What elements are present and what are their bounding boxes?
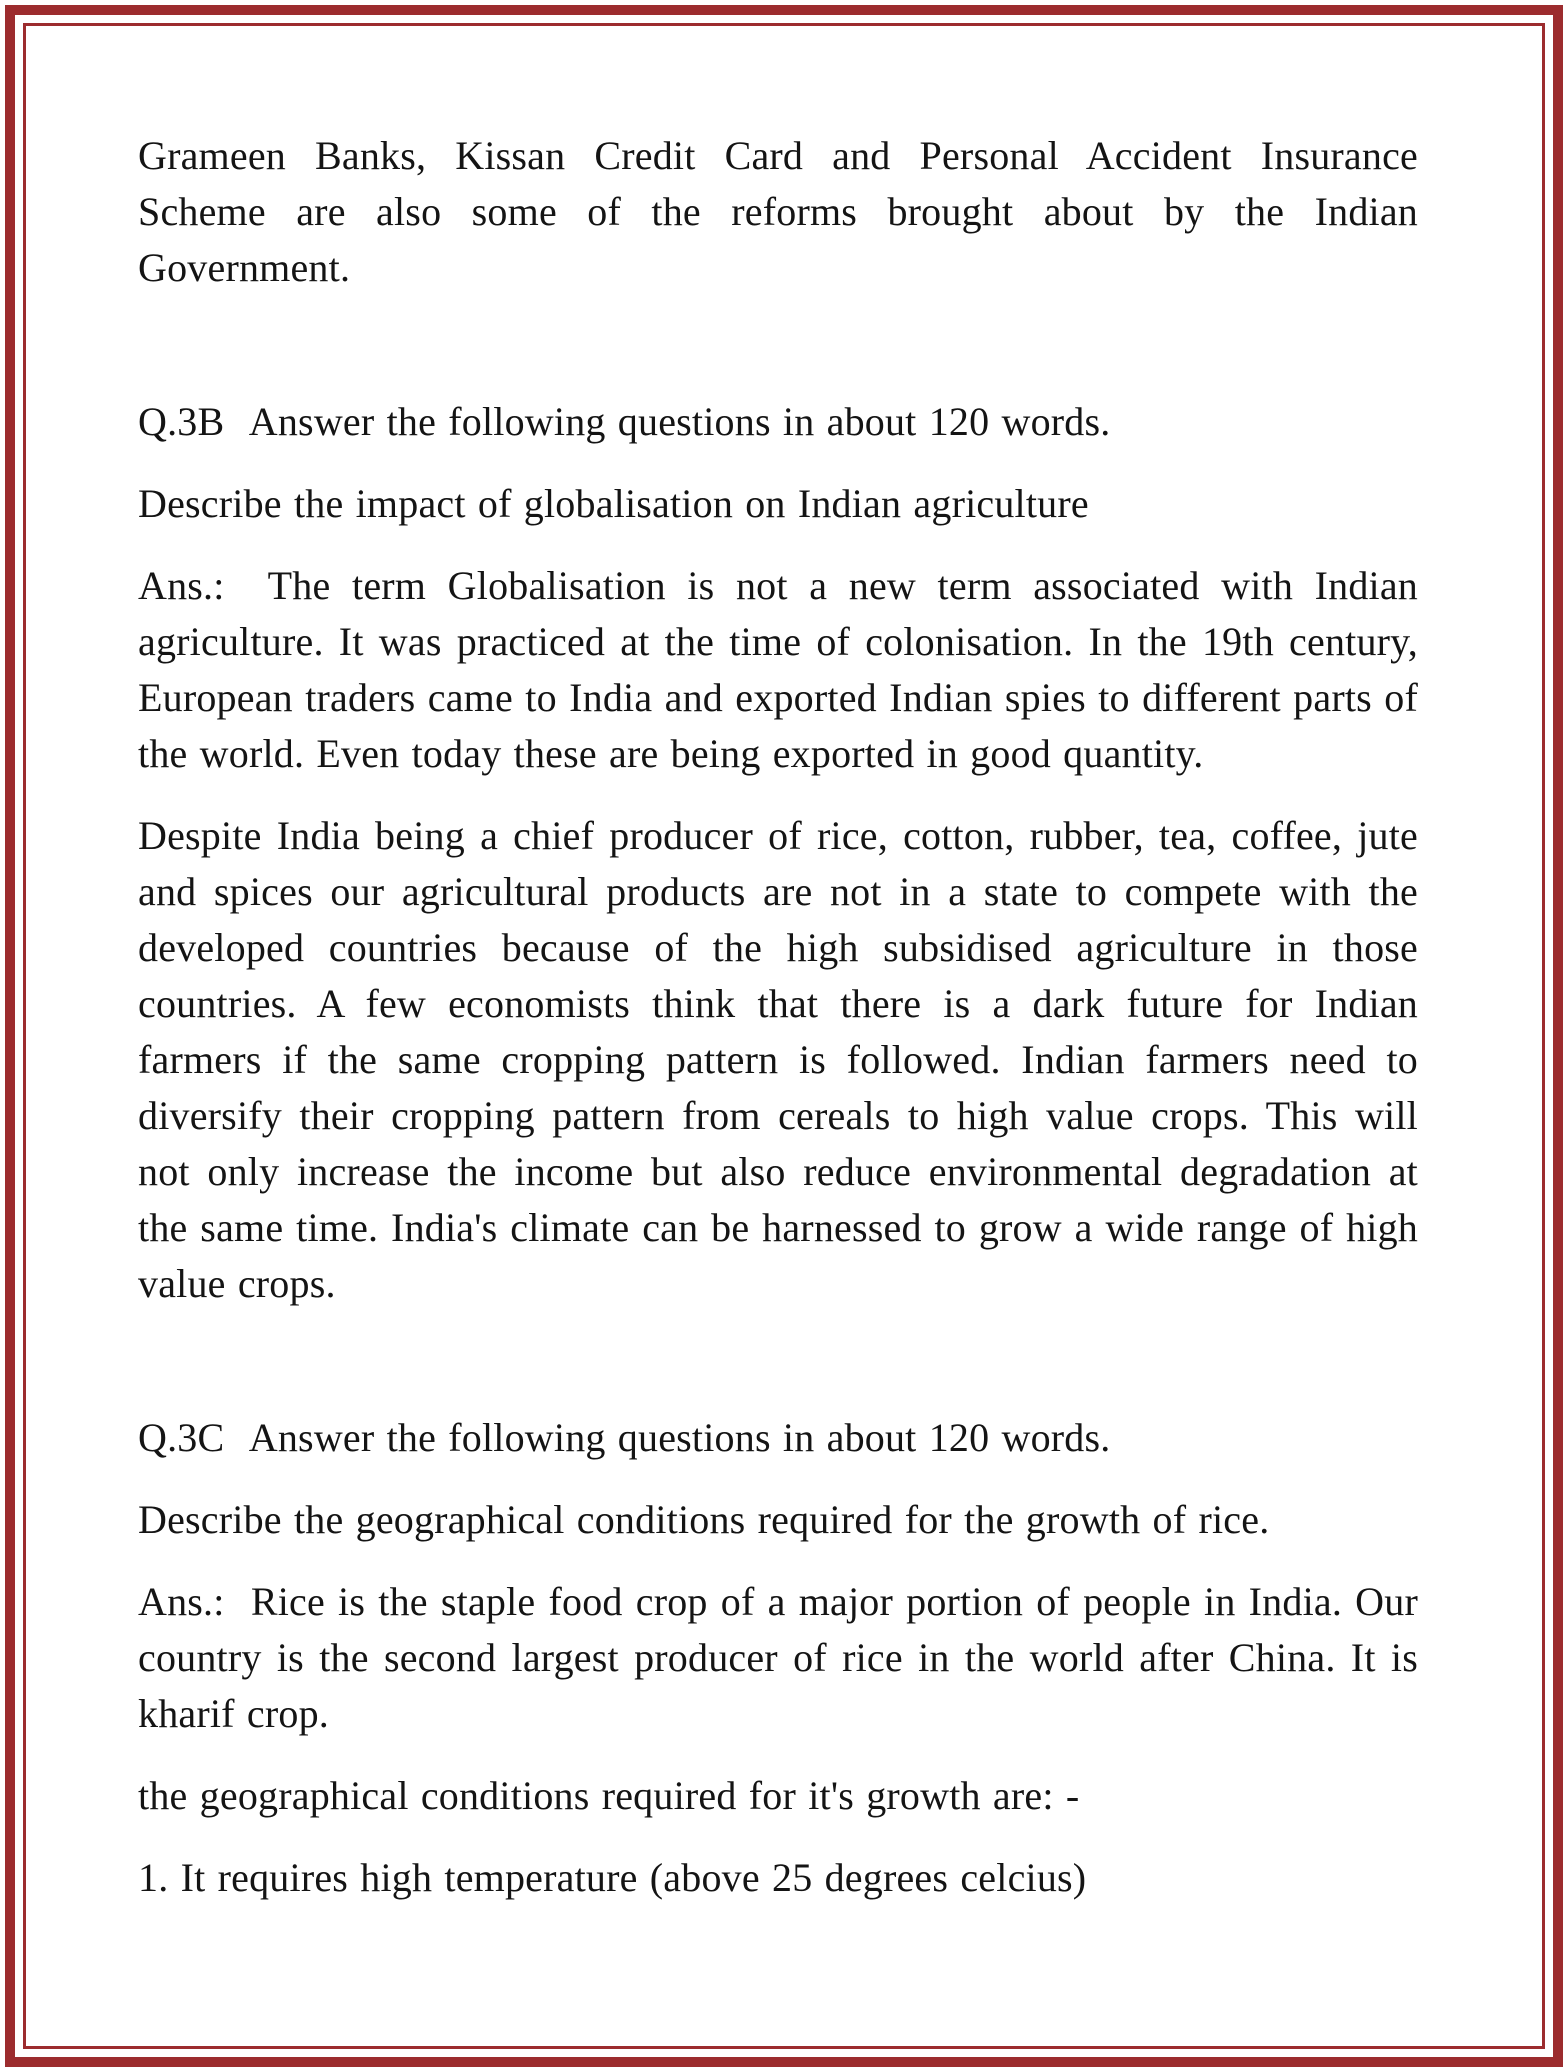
subheading-q3b-describe: Describe the impact of globalisation on Indian agriculture — [138, 481, 1089, 526]
heading-q3c: Q.3C Answer the following questions in about 120 words. — [138, 1415, 1111, 1460]
para-govt-reforms: Grameen Banks, Kissan Credit Card and Personal Accident Insurance Scheme are also some of the reforms brought about by the Indian Government. — [138, 133, 1418, 290]
heading-q3b: Q.3B Answer the following questions in about 120 words. — [138, 399, 1111, 444]
document-content — [138, 128, 1418, 1906]
para-despite-india: Despite India being a chief producer of rice, cotton, rubber, tea, coffee, jute and spices our agricultural products are not in a state to compete with the developed countries because of the high subsidised agriculture in those countries. A few economists think that there is a dark future for Indian farmers if the same cropping pattern is followed. Indian farmers need to diversify their cropping pattern from cereals to high value crops. This will not only increase the income but also reduce environmental degradation at the same time. India's climate can be harnessed to grow a wide range of high value crops. — [138, 813, 1418, 1306]
subheading-q3c-describe: Describe the geographical conditions required for the growth of rice. — [138, 1497, 1270, 1542]
answer-q3b: Ans.: The term Globalisation is not a new term associated with Indian agriculture. It was practiced at the time of colonisation. In the 19th century, European traders came to India and exported Indian spies to different parts of the world. Even today these are being exported in good quantity. — [138, 563, 1418, 776]
para-geo-conditions-lead: the geographical conditions required for it's growth are: - — [138, 1773, 1080, 1818]
list-item-1-temperature: 1. It requires high temperature (above 25 degrees celcius) — [138, 1855, 1087, 1900]
answer-q3c: Ans.: Rice is the staple food crop of a major portion of people in India. Our country is the second largest producer of rice in the world after China. It is kharif crop. — [138, 1579, 1418, 1736]
